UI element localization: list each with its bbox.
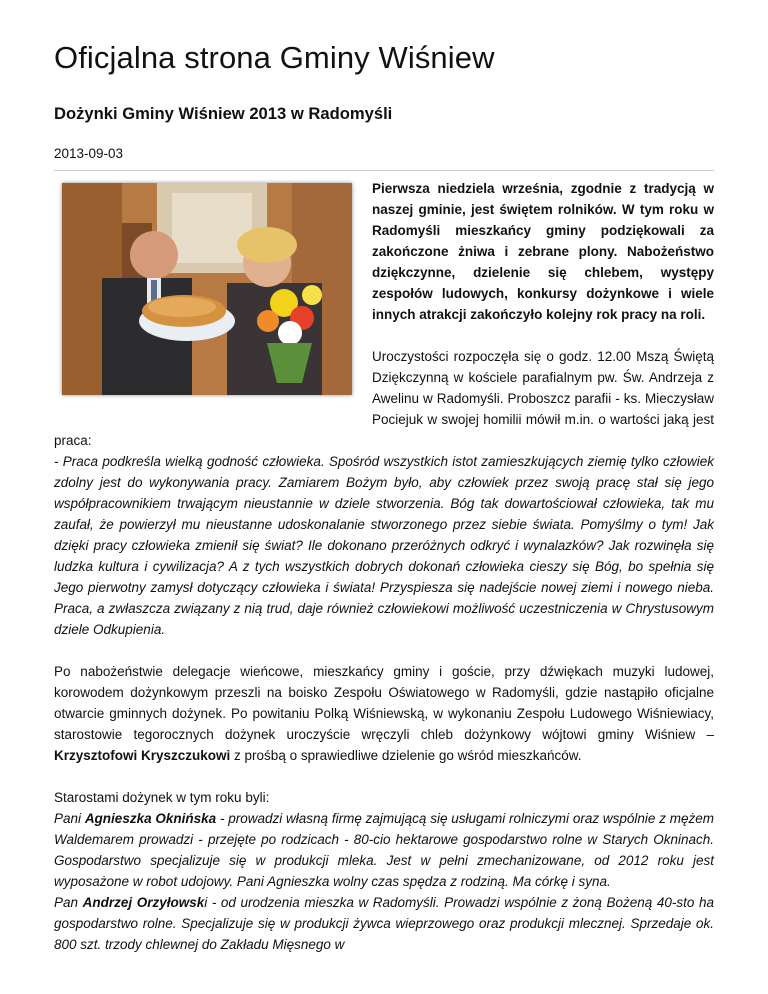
homily-quote: - Praca podkreśla wielką godność człowieka. Spośród wszystkich istot zamieszkujących ziemię tylko człowiek zdolny jest do wykonywania pracy. Zamiarem Bożym było, aby człowiek przez swoją pracę stał się jego współpracownikiem trwającym nieustannie w dziele stworzenia. Bóg tak dowartościował człowieka, tak mu zaufał, że powierzył mu nieustanne udoskonalanie stworzonego przez siebie świata. Pomyślmy o tym! Jak dzięki pracy człowieka zmienił się świat? Ile dokonano przeróżnych odkryć i wynalazków? Jak rozwinęła się ludzka kultura i cywilizacja? A z tych wszystkich dobrych dokonań człowieka cieszy się Bóg, bo spełnia się Jego pierwotny zamysł dotyczący człowieka i świata! Przyspiesza się nadejście nowej ziemi i nowego nieba. Praca, a zwłaszcza związany z nią trud, daje również człowiekowi możliwość uczestniczenia w Chrystusowym dziele Odkupienia. [54, 454, 714, 637]
article-date: 2013-09-03 [54, 146, 124, 161]
starosta-b-name: Andrzej Orzyłowsk [82, 895, 205, 910]
paragraph-ceremony-text: Po nabożeństwie delegacje wieńcowe, mieszkańcy gminy i goście, przy dźwiękach muzyki ludowej, korowodem dożynkowym przeszli na boisko Zespołu Oświatowego w Radomyśli, gdzie nastąpiło oficjalne otwarcie gminnych dożynek. Po powitaniu Polką Wiśniewską, w wykonaniu Zespołu Ludowego Wiśniewiacy, starostowie tegorocznych dożynek uroczyście wręczyli chleb dożynkowy wójtowi gminy Wiśniew – [54, 664, 714, 742]
starosta-b-suffix: i [204, 895, 208, 910]
site-title[interactable]: Oficjalna strona Gminy Wiśniew [54, 40, 495, 75]
starosta-a-name: Agnieszka Oknińska [84, 811, 217, 826]
paragraph-mass-text: Uroczystości rozpoczęła się o godz. 12.00 Mszą Świętą Dziękczynną w kościele parafialnym pw. Św. Andrzeja z Awelinu w Radomyśli. Proboszcz parafii - ks. Mieczysław Pociejuk w swojej homilii mówił m.in. o wartości jaką jest praca: [54, 349, 714, 448]
paragraph-ceremony [54, 661, 714, 766]
photo-spacer [54, 178, 372, 410]
starosta-b-text: - od urodzenia mieszka w Radomyśli. Prowadzi wspólnie z żoną Bożeną 40-sto ha gospodarstwo rolne. Specjalizuje się w produkcji żywca wieprzowego oraz produkcji mlecznej. Sprzedaje ok. 800 szt. trzody chlewnej do Zakładu Mięsnego w [54, 895, 714, 952]
divider [54, 170, 714, 171]
starosta-a-text: - prowadzi własną firmę zajmującą się usługami rolniczymi oraz wspólnie z mężem Waldemarem prowadzi - przejęte po rodzicach - 80-cio hektarowe gospodarstwo rolne w Starych Okninach. Gospodarstwo specjalizuje się w produkcji mleka. Jest w pełni zmechanizowane, od 2012 roku jest wyposażone w robot udojowy. Pani Agnieszka wolny czas spędza z rodziną. Ma córkę i syna. [54, 811, 714, 889]
starosta-a-prefix: Pani [54, 811, 85, 826]
paragraph-starostowie [54, 787, 714, 955]
article-title[interactable]: Dożynki Gminy Wiśniew 2013 w Radomyśli [54, 104, 393, 123]
article-body [54, 178, 714, 976]
article-lead: Pierwsza niedziela września, zgodnie z tradycją w naszej gminie, jest świętem rolników. W tym roku w Radomyśli mieszkańcy gminy podziękowali za zakończone żniwa i zebrane plony. Nabożeństwo dziękczynne, dzielenie się chlebem, występy zespołów ludowych, konkursy dożynkowe i wiele innych atrakcji zakończyło kolejny rok pracy na roli. [372, 181, 714, 322]
starosta-a [54, 808, 714, 892]
paragraph-ceremony-end: z prośbą o sprawiedliwe dzielenie go wśród mieszkańców. [230, 748, 582, 763]
starosta-b-prefix: Pan [54, 895, 83, 910]
mayor-name: Krzysztofowi Kryszczukowi [54, 748, 231, 763]
starosta-b [54, 892, 714, 955]
starostowie-lead: Starostami dożynek w tym roku byli: [54, 790, 270, 805]
